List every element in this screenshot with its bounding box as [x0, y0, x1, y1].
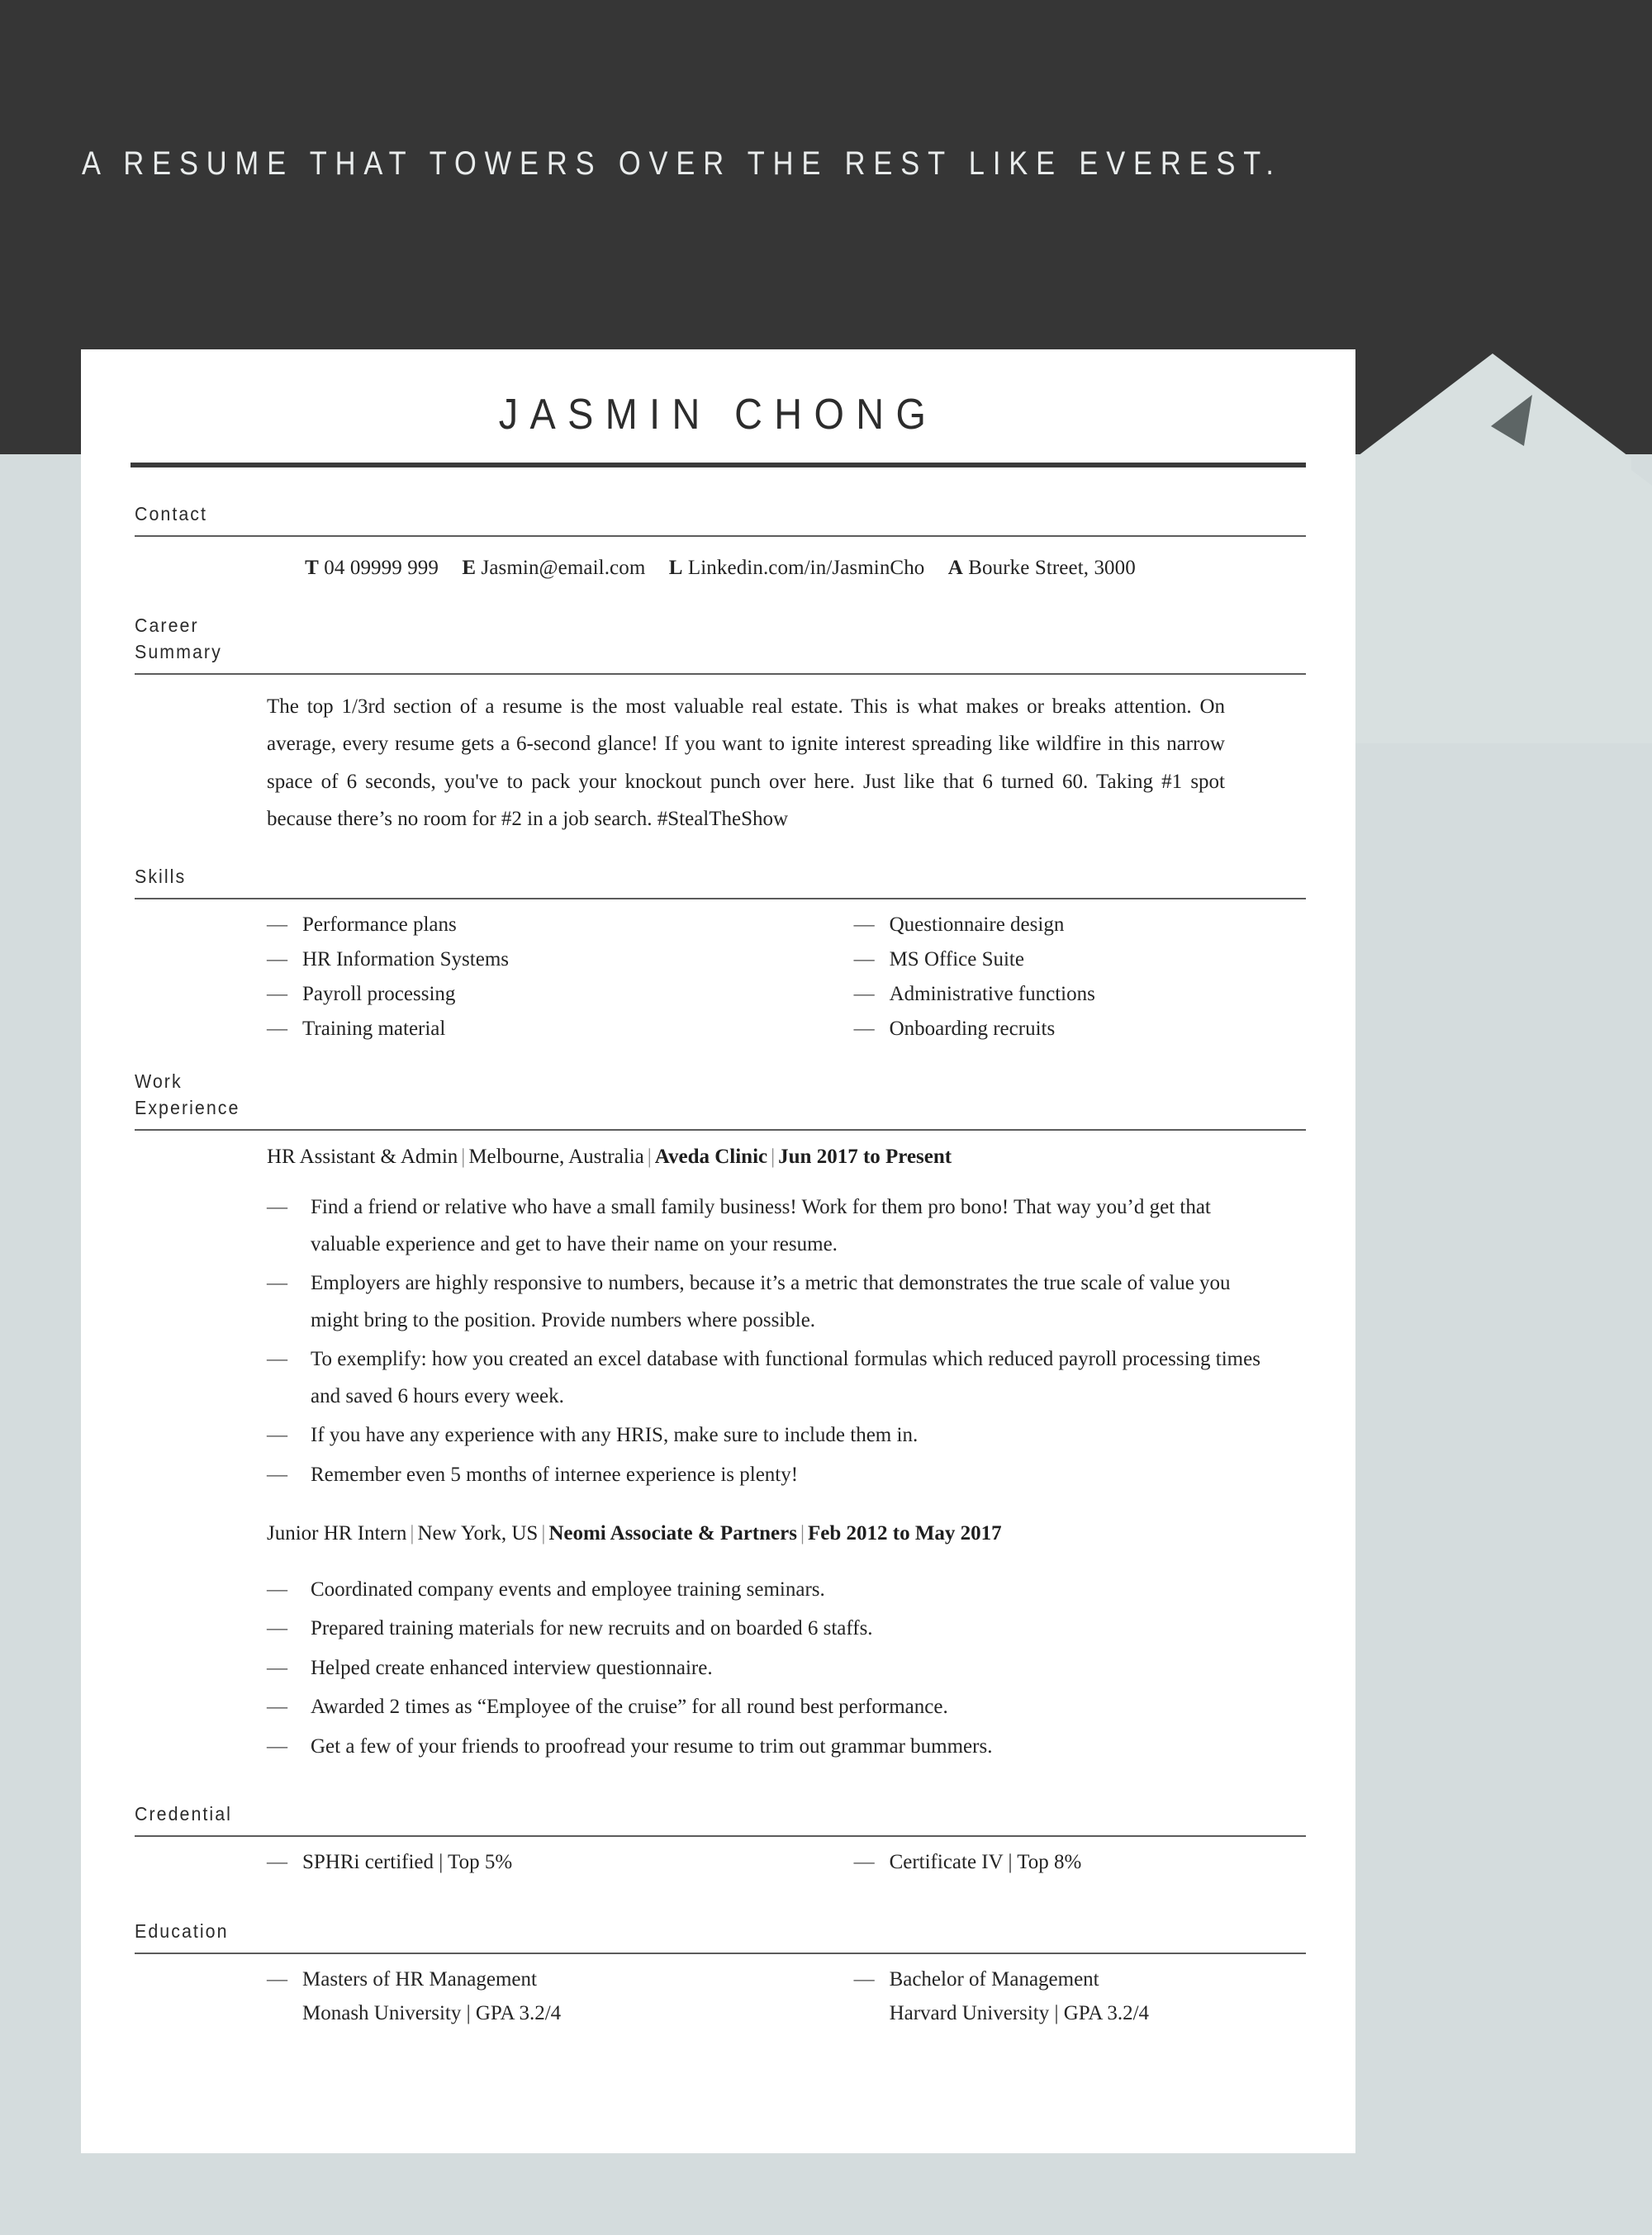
section-label-skills: Skills [135, 865, 187, 887]
skill-label: Training material [302, 1017, 446, 1040]
bullet-text: Employers are highly responsive to numbers, because it’s a metric that demonstrates the true scale of value you might bring to the position. Provide numbers where possible. [311, 1272, 1231, 1331]
job-location: Melbourne, Australia [468, 1145, 644, 1168]
skill-label: HR Information Systems [302, 947, 509, 970]
page-title: JASMIN CHONG [498, 391, 938, 439]
education-entry [302, 1969, 715, 2024]
section-label-work-line1: Work [135, 1070, 183, 1092]
job-dates: Feb 2012 to May 2017 [807, 1522, 1002, 1545]
list-item [267, 1650, 1306, 1690]
job-title: Junior HR Intern [267, 1522, 407, 1545]
credential-label: Certificate IV | Top 8% [889, 1851, 1082, 1874]
banner-tagline: A RESUME THAT TOWERS OVER THE REST LIKE EVEREST. [82, 145, 1282, 182]
dash-icon: — [267, 1348, 287, 1371]
dash-icon: — [267, 1196, 287, 1219]
section-education [135, 1918, 1306, 2038]
dash-icon: — [267, 913, 287, 936]
dash-icon: — [267, 982, 287, 1005]
contact-address-value: Bourke Street, 3000 [968, 556, 1136, 579]
education-degree: Masters of HR Management [302, 1967, 537, 1991]
dash-icon: — [853, 1017, 875, 1040]
separator: | [647, 1145, 652, 1168]
section-label-work-line2: Experience [135, 1097, 240, 1119]
education-detail: Harvard University | GPA 3.2/4 [889, 2001, 1150, 2024]
bullet-text: Remember even 5 months of internee experience is plenty! [311, 1463, 799, 1486]
job-bullet-list [267, 1557, 1306, 1768]
list-item [854, 1852, 1306, 1886]
dash-icon: — [267, 1656, 287, 1679]
dash-icon: — [267, 1734, 287, 1758]
dash-icon: — [267, 1578, 287, 1601]
education-degree: Bachelor of Management [889, 1967, 1099, 1991]
contact-phone-value[interactable]: 04 09999 999 [324, 556, 439, 579]
job-title: HR Assistant & Admin [267, 1145, 458, 1168]
job-entry [135, 1131, 1306, 1497]
list-item [267, 1729, 1306, 1768]
bullet-text: Helped create enhanced interview questionnaire. [311, 1656, 713, 1679]
section-contact [135, 501, 1306, 582]
list-item [267, 1018, 715, 1053]
contact-linkedin-value[interactable]: Linkedin.com/in/JasminCho [687, 556, 925, 579]
skill-label: Onboarding recruits [889, 1017, 1056, 1040]
bullet-text: Coordinated company events and employee training seminars. [311, 1578, 825, 1601]
education-columns [135, 1954, 1306, 2038]
bullet-text: If you have any experience with any HRIS, make sure to include them in. [311, 1424, 919, 1447]
list-item [267, 1457, 1306, 1497]
skills-column-right [715, 914, 1306, 1053]
list-item [854, 984, 1306, 1018]
skills-columns [135, 899, 1306, 1053]
bullet-text: Get a few of your friends to proofread your resume to trim out grammar bummers. [311, 1734, 993, 1758]
credential-label: SPHRi certified | Top 5% [302, 1851, 513, 1874]
list-item [854, 1018, 1306, 1053]
section-label-career-summary [135, 612, 1224, 666]
list-item [267, 1852, 715, 1886]
contact-email-key: E [462, 556, 477, 579]
section-work-experience [135, 1068, 1306, 1768]
section-label-education: Education [135, 1920, 229, 1943]
credential-column-left [267, 1852, 715, 1886]
dash-icon: — [267, 1696, 287, 1719]
job-header [267, 1521, 1306, 1557]
skill-label: Administrative functions [889, 982, 1095, 1005]
list-item [267, 1611, 1306, 1650]
career-summary-body [135, 675, 1306, 838]
list-item [267, 1969, 715, 2038]
job-company: Neomi Associate & Partners [548, 1522, 797, 1545]
contact-address-key: A [947, 556, 963, 579]
list-item [267, 1689, 1306, 1729]
dash-icon: — [267, 1851, 287, 1874]
education-column-right [715, 1969, 1306, 2038]
bullet-text: Prepared training materials for new recruits and on boarded 6 staffs. [311, 1617, 873, 1640]
separator: | [541, 1522, 546, 1545]
section-label-work-experience [135, 1068, 1224, 1122]
list-item [267, 1341, 1306, 1417]
list-item [267, 914, 715, 949]
dash-icon: — [853, 913, 875, 936]
skills-column-left [267, 914, 715, 1053]
education-column-left [267, 1969, 715, 2038]
separator: | [410, 1522, 415, 1545]
section-credential [135, 1801, 1306, 1886]
section-skills [135, 863, 1306, 1053]
skill-label: Performance plans [302, 913, 457, 936]
education-detail: Monash University | GPA 3.2/4 [302, 2001, 562, 2024]
dash-icon: — [853, 947, 875, 970]
dash-icon: — [267, 1017, 287, 1040]
dash-icon: — [267, 1272, 287, 1295]
contact-email-value[interactable]: Jasmin@email.com [481, 556, 646, 579]
list-item [267, 1572, 1306, 1611]
list-item [854, 914, 1306, 949]
job-dates: Jun 2017 to Present [778, 1145, 952, 1168]
section-label-credential: Credential [135, 1803, 232, 1825]
list-item [267, 984, 715, 1018]
resume-card [81, 349, 1355, 2153]
section-career-summary [135, 612, 1306, 838]
list-item [854, 1969, 1306, 2038]
bullet-text: Awarded 2 times as “Employee of the cruise” for all round best performance. [311, 1696, 948, 1719]
dash-icon: — [853, 982, 875, 1005]
job-bullet-list [267, 1179, 1306, 1496]
contact-phone-key: T [305, 556, 319, 579]
education-entry [890, 1969, 1306, 2024]
job-entry [135, 1496, 1306, 1768]
job-location: New York, US [417, 1522, 539, 1545]
dash-icon: — [267, 947, 287, 970]
skill-label: Payroll processing [302, 982, 456, 1005]
dash-icon: — [267, 1967, 287, 1991]
job-header [267, 1144, 1306, 1180]
dash-icon: — [267, 1463, 287, 1486]
contact-linkedin-key: L [668, 556, 683, 579]
separator: | [800, 1522, 805, 1545]
list-item [267, 949, 715, 984]
dash-icon: — [267, 1424, 287, 1447]
list-item [267, 1189, 1306, 1265]
skill-label: Questionnaire design [889, 913, 1065, 936]
name-divider [131, 463, 1306, 467]
dash-icon: — [267, 1617, 287, 1640]
credential-column-right [715, 1852, 1306, 1886]
section-label-career-line1: Career [135, 614, 199, 636]
skill-label: MS Office Suite [889, 947, 1024, 970]
bullet-text: To exemplify: how you created an excel database with functional formulas which reduced payroll processing times and saved 6 hours every week. [311, 1348, 1260, 1407]
list-item [267, 1265, 1306, 1341]
separator: | [461, 1145, 466, 1168]
section-label-career-line2: Summary [135, 641, 222, 663]
contact-line [135, 537, 1306, 582]
dash-icon: — [853, 1851, 875, 1874]
separator: | [771, 1145, 776, 1168]
list-item [854, 949, 1306, 984]
bullet-text: Find a friend or relative who have a small family business! Work for them pro bono! That way you’d get that valuable experience and get to have their name on your resume. [311, 1196, 1211, 1255]
career-summary-text: The top 1/3rd section of a resume is the most valuable real estate. This is what makes or breaks attention. On average, every resume gets a 6-second glance! If you want to ignite interest spreading like wildfire in this narrow space of 6 seconds, you've to pack your knockout punch over here. Just like that 6 turned 60. Taking #1 spot because there’s no room for #2 in a job search. #StealTheShow [267, 695, 1225, 831]
job-company: Aveda Clinic [654, 1145, 768, 1168]
section-label-contact: Contact [135, 503, 208, 524]
credential-columns [135, 1837, 1306, 1886]
list-item [267, 1417, 1306, 1457]
dash-icon: — [853, 1967, 875, 1991]
